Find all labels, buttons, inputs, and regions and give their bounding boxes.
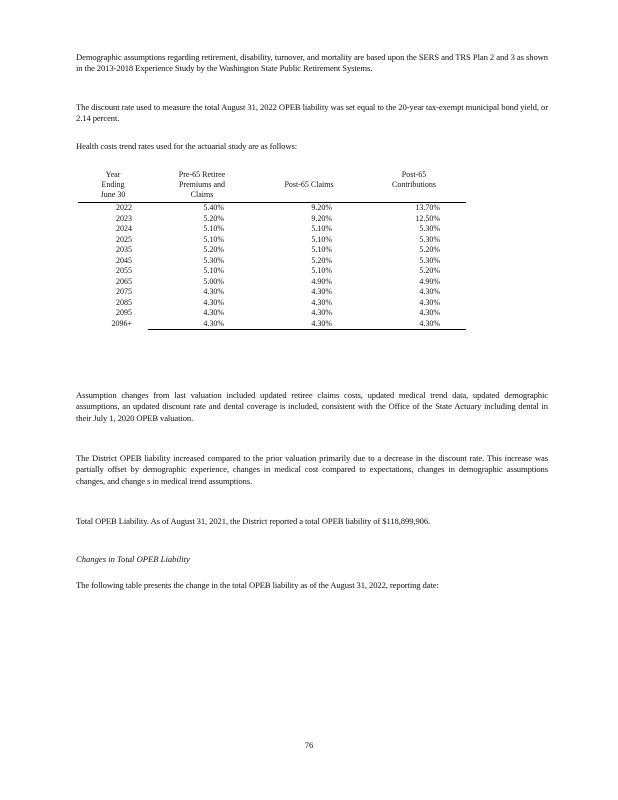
- post65-claims-cell: 4.30%: [311, 287, 332, 297]
- post65-claims-header: [256, 170, 362, 203]
- table-row: [78, 203, 466, 214]
- pre65-cell: 4.30%: [203, 308, 224, 318]
- pre65-cell: 5.10%: [203, 266, 224, 276]
- post65-contrib-cell: 4.30%: [362, 319, 466, 330]
- page-number: 76: [304, 740, 314, 750]
- post65-claims-cell: 5.10%: [311, 224, 332, 234]
- pre65-cell: 4.30%: [148, 319, 256, 330]
- post65-contrib-cell: 4.30%: [419, 297, 440, 307]
- table-row: [78, 214, 466, 225]
- post65-contrib-cell: 12.50%: [415, 213, 440, 223]
- year-header-line1: Year: [105, 170, 121, 179]
- pre65-cell: 5.20%: [203, 213, 224, 223]
- year-cell: 2024: [116, 224, 132, 234]
- post65-contrib-cell: 5.30%: [419, 234, 440, 244]
- post65-claims-cell: 5.10%: [311, 234, 332, 244]
- table-row: [78, 235, 466, 246]
- post65-claims-cell: 5.20%: [311, 255, 332, 265]
- post65-claims-cell: 5.10%: [311, 245, 332, 255]
- year-cell: 2085: [116, 297, 132, 307]
- pre65-header-line3: Claims: [190, 190, 214, 199]
- pre65-cell: 5.00%: [203, 276, 224, 286]
- post65-contrib-header-line2: Contributions: [391, 180, 436, 189]
- year-cell: 2095: [116, 308, 132, 318]
- health-costs-intro: Health costs trend rates used for the actuarial study are as follows:: [76, 141, 297, 151]
- district-opeb-paragraph: The District OPEB liability increased compared to the prior valuation primarily due to a decrease in the discount rate. This increase was partially offset by demographic experience, changes in medical cost compared to expectations, changes in demographic assumptions changes, and change s in medical trend assumptions.: [76, 453, 548, 486]
- post65-claims-cell: 4.30%: [311, 297, 332, 307]
- year-header-line3: June 30: [100, 190, 126, 199]
- post65-claims-cell: 5.10%: [311, 266, 332, 276]
- post65-claims-cell: 4.90%: [311, 276, 332, 286]
- table-header-row: [78, 170, 466, 203]
- table-row: [78, 298, 466, 309]
- year-cell: 2075: [116, 287, 132, 297]
- pre65-cell: 5.10%: [203, 234, 224, 244]
- table-row: [78, 319, 466, 330]
- post65-contrib-header-line1: Post-65: [401, 170, 427, 179]
- year-cell: 2022: [116, 203, 132, 213]
- post65-claims-cell: 9.20%: [311, 213, 332, 223]
- post65-claims-header-text: Post-65 Claims: [284, 180, 334, 189]
- changes-heading: Changes in Total OPEB Liability: [76, 554, 190, 564]
- table-row: [78, 256, 466, 267]
- year-header: [78, 170, 148, 203]
- year-cell: 2035: [116, 245, 132, 255]
- post65-contrib-cell: 5.20%: [419, 245, 440, 255]
- total-opeb-paragraph: Total OPEB Liability. As of August 31, 2021, the District reported a total OPEB liability of $118,899,906.: [76, 516, 431, 526]
- table-row: [78, 224, 466, 235]
- pre65-cell: 4.30%: [203, 287, 224, 297]
- pre65-cell: 5.30%: [203, 255, 224, 265]
- pre65-cell: 5.20%: [203, 245, 224, 255]
- post65-contrib-cell: 5.30%: [419, 255, 440, 265]
- discount-rate-paragraph: The discount rate used to measure the total August 31, 2022 OPEB liability was set equal to the 20-year tax-exempt municipal bond yield, or 2.14 percent.: [76, 102, 548, 124]
- year-cell: 2065: [116, 276, 132, 286]
- post65-claims-cell: 4.30%: [256, 319, 362, 330]
- following-table-paragraph: The following table presents the change in the total OPEB liability as of the August 31, 2022, reporting date:: [76, 580, 439, 590]
- post65-contrib-cell: 4.30%: [419, 287, 440, 297]
- pre65-header-line2: Premiums and: [179, 180, 225, 189]
- table-row: [78, 277, 466, 288]
- post65-contrib-cell: 13.70%: [415, 203, 440, 213]
- year-cell: 2023: [116, 213, 132, 223]
- table-row: [78, 308, 466, 319]
- pre65-header-line1: Pre-65 Retiree: [178, 170, 226, 179]
- table-row: [78, 245, 466, 256]
- year-cell: 2025: [116, 234, 132, 244]
- pre65-cell: 5.40%: [203, 203, 224, 213]
- post65-claims-cell: 4.30%: [311, 308, 332, 318]
- post65-contrib-cell: 4.90%: [419, 276, 440, 286]
- post65-contrib-cell: 5.30%: [419, 224, 440, 234]
- year-cell: 2045: [116, 255, 132, 265]
- pre65-header: [148, 170, 256, 203]
- table-row: [78, 266, 466, 277]
- pre65-cell: 4.30%: [203, 297, 224, 307]
- health-trend-table: [78, 170, 466, 330]
- assumption-changes-paragraph: Assumption changes from last valuation included updated retiree claims costs, updated medical trend data, updated demographic assumptions, an updated discount rate and dental coverage is included, consistent with the Office of the State Actuary including dental in their July 1, 2020 OPEB valuation.: [76, 390, 548, 423]
- year-cell: 2055: [116, 266, 132, 276]
- post65-contrib-cell: 4.30%: [419, 308, 440, 318]
- year-header-line2: Ending: [101, 180, 125, 189]
- post65-claims-cell: 9.20%: [311, 203, 332, 213]
- post65-contrib-cell: 5.20%: [419, 266, 440, 276]
- demographic-assumptions-paragraph: Demographic assumptions regarding retirement, disability, turnover, and mortality are based upon the SERS and TRS Plan 2 and 3 as shown in the 2013-2018 Experience Study by the Washington State Public Retirement Systems.: [76, 52, 548, 74]
- table-body: [78, 203, 466, 330]
- year-cell: 2096+: [111, 319, 132, 328]
- table-row: [78, 287, 466, 298]
- post65-contrib-header: [362, 170, 466, 203]
- pre65-cell: 5.10%: [203, 224, 224, 234]
